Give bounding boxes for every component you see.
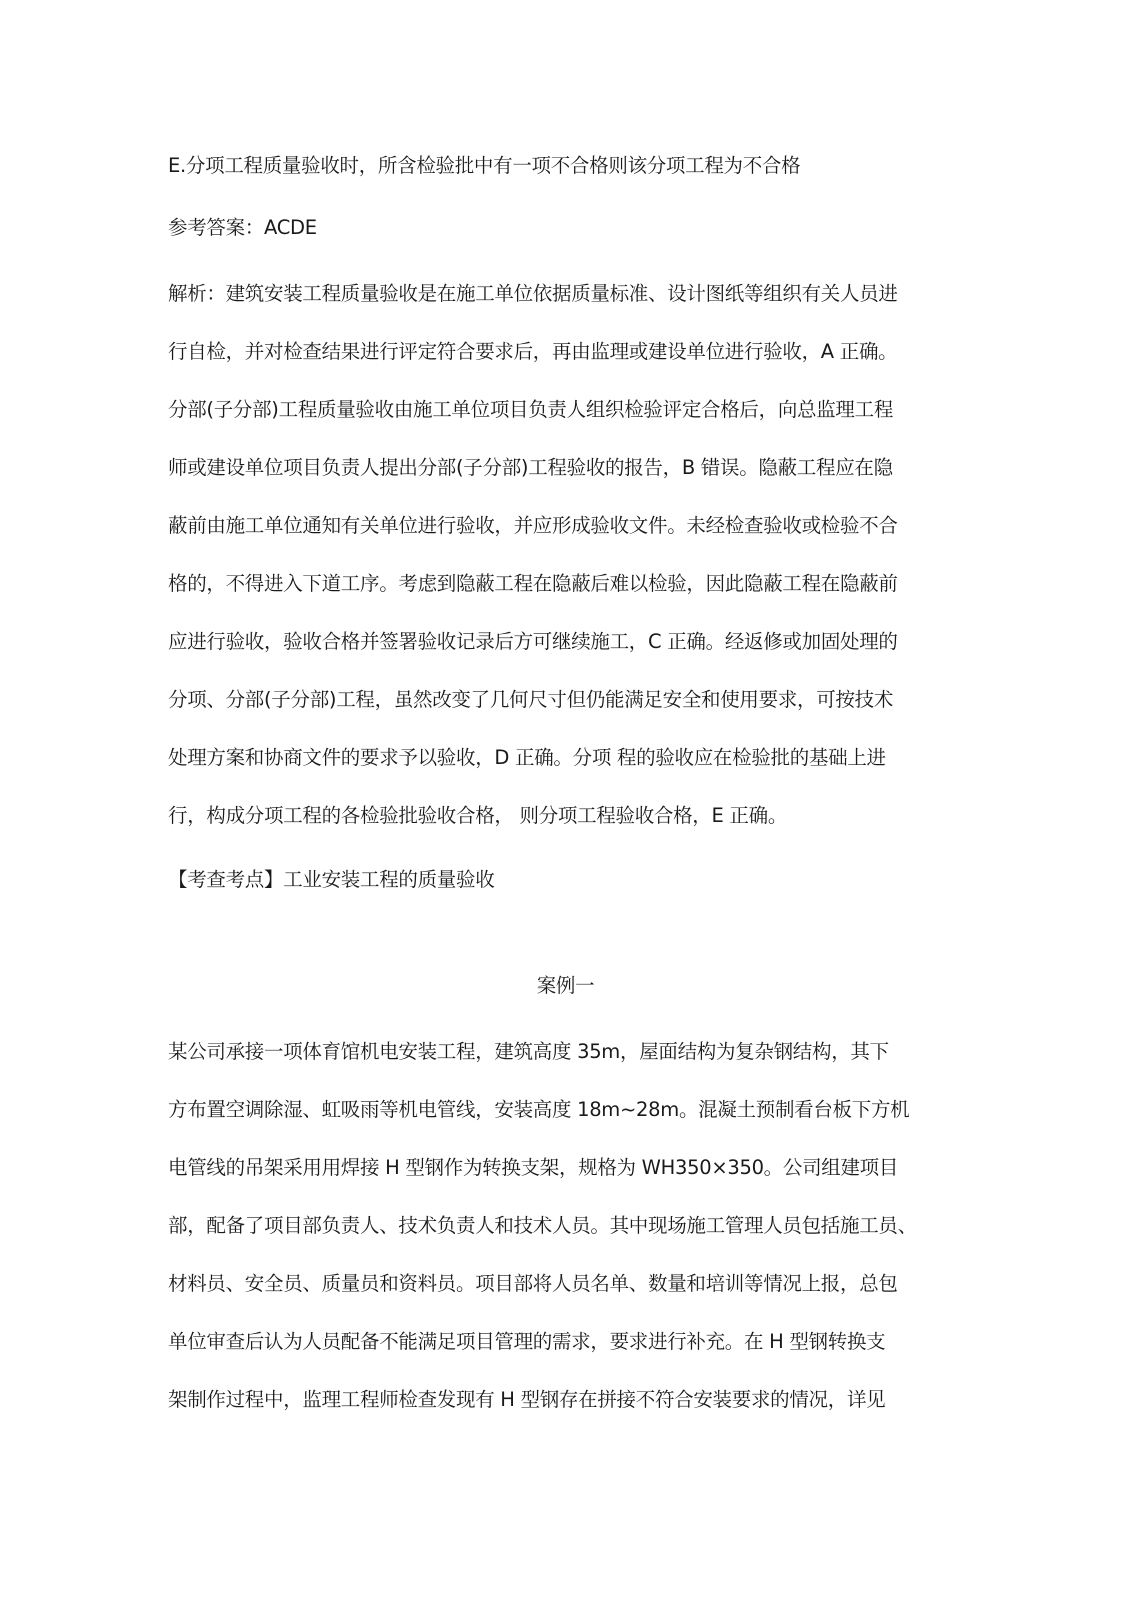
reference-answer: 参考答案：ACDE [168,216,317,239]
case-title: 案例一 [536,974,595,997]
analysis-line: 解析：建筑安装工程质量验收是在施工单位依据质量标准、设计图纸等组织有关人员进 [168,282,898,305]
analysis-line: 格的，不得进入下道工序。考虑到隐蔽工程在隐蔽后难以检验，因此隐蔽工程在隐蔽前 [168,572,898,595]
exam-point: 【考查考点】工业安装工程的质量验收 [168,868,495,891]
analysis-line: 分部(子分部)工程质量验收由施工单位项目负责人组织检验评定合格后，向总监理工程 [168,398,894,421]
analysis-line: 蔽前由施工单位通知有关单位进行验收，并应形成验收文件。未经检查验收或检验不合 [168,514,898,537]
analysis-line: 行自检，并对检查结果进行评定符合要求后，再由监理或建设单位进行验收，A 正确。 [168,340,898,363]
case-line: 单位审查后认为人员配备不能满足项目管理的需求，要求进行补充。在 H 型钢转换支 [168,1330,886,1353]
case-line: 某公司承接一项体育馆机电安装工程，建筑高度 35m，屋面结构为复杂钢结构，其下 [168,1040,889,1063]
case-line: 架制作过程中，监理工程师检查发现有 H 型钢存在拼接不符合安装要求的情况，详见 [168,1388,886,1411]
analysis-line: 应进行验收，验收合格并签署验收记录后方可继续施工，C 正确。经返修或加固处理的 [168,630,898,653]
analysis-line: 处理方案和协商文件的要求予以验收，D 正确。分项 程的验收应在检验批的基础上进 [168,746,886,769]
case-line: 部，配备了项目部负责人、技术负责人和技术人员。其中现场施工管理人员包括施工员、 [168,1214,917,1237]
case-line: 材料员、安全员、质量员和资料员。项目部将人员名单、数量和培训等情况上报，总包 [168,1272,898,1295]
analysis-line: 行，构成分项工程的各检验批验收合格， 则分项工程验收合格，E 正确。 [168,804,788,827]
case-line: 方布置空调除湿、虹吸雨等机电管线，安装高度 18m~28m。混凝土预制看台板下方机 [168,1098,910,1121]
analysis-line: 师或建设单位项目负责人提出分部(子分部)工程验收的报告，B 错误。隐蔽工程应在隐 [168,456,893,479]
option-e-text: E.分项工程质量验收时，所含检验批中有一项不合格则该分项工程为不合格 [168,154,801,177]
case-line: 电管线的吊架采用用焊接 H 型钢作为转换支架，规格为 WH350×350。公司组建项目 [168,1156,899,1179]
analysis-line: 分项、分部(子分部)工程，虽然改变了几何尺寸但仍能满足安全和使用要求，可按技术 [168,688,894,711]
